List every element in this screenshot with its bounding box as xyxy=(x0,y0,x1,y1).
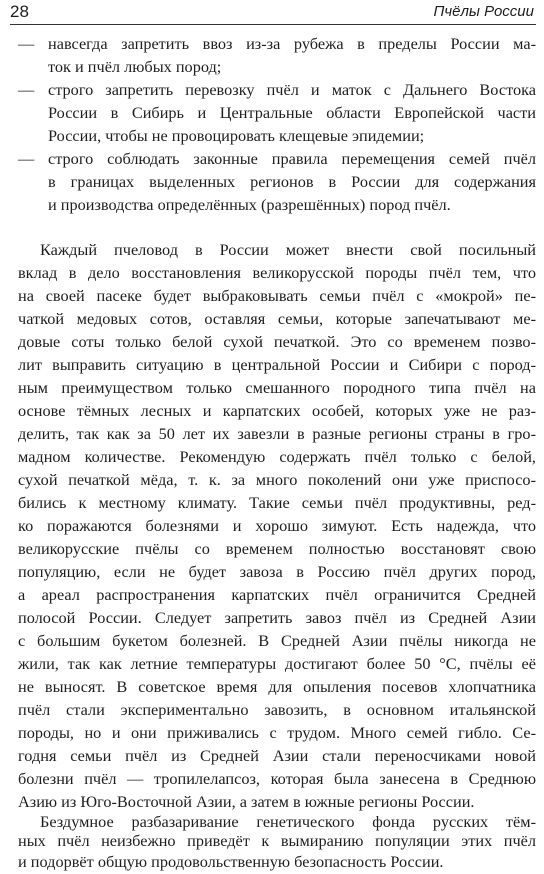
paragraph-line: лит выправить ситуацию в центральной России и Сибири с пород- xyxy=(18,355,536,374)
paragraph-line: пчёл стали экспериментально завозить, в основном итальянской xyxy=(18,700,536,719)
list-dash: — xyxy=(18,80,35,99)
paragraph-line: годня семьи пчёл из Средней Азии стали переносчиками новой xyxy=(18,746,536,765)
paragraph-line: бились к местному климату. Такие семьи пчёл продуктивны, ред- xyxy=(18,493,536,512)
paragraph-line: породы, но и они приживались с трудом. Много семей гибло. Се- xyxy=(18,723,536,742)
paragraph-line: ко поражаются болезнями и хорошо зимуют. Есть надежда, что xyxy=(18,516,536,535)
list-item-line: России в Сибирь и Центральные области Европейской части xyxy=(48,103,536,122)
paragraph-line: великорусские пчёлы со временем полностью восстановят свою xyxy=(18,539,536,558)
running-title: Пчёлы России xyxy=(433,3,534,20)
paragraph-line: жили, так как летние температуры достигают более 50 °С, пчёлы её xyxy=(18,654,536,673)
paragraph-line: делить, так как за 50 лет их завезли в разные регионы страны в гро- xyxy=(18,424,536,443)
paragraph-line: чаткой медовых сотов, оставляя семьи, которые запечатывают ме- xyxy=(18,309,536,328)
paragraph-line: Азию из Юго-Восточной Азии, а затем в южные регионы России. xyxy=(18,792,475,811)
paragraph-line: популяцию, если не будет завоза в Россию пчёл других пород, xyxy=(18,562,536,581)
list-item-line: строго запретить перевозку пчёл и маток с Дальнего Востока xyxy=(48,80,536,99)
paragraph-line: на своей пасеке будет выбраковывать семьи пчёл с «мокрой» пе- xyxy=(18,286,536,305)
paragraph-line: Бездумное разбазаривание генетического фонда русских тём- xyxy=(40,812,536,831)
paragraph-line: и подорвёт общую продовольственную безопасность России. xyxy=(18,852,444,871)
page-number: 28 xyxy=(10,2,29,21)
list-dash: — xyxy=(18,149,35,168)
paragraph-line: довые соты только белой сухой печаткой. Это со временем позво- xyxy=(18,332,536,351)
paragraph-line: с большим букетом болезней. В Средней Азии пчёлы никогда не xyxy=(18,631,536,650)
paragraph-line: ных пчёл неизбежно приведёт к вымиранию популяции этих пчёл xyxy=(18,831,536,850)
paragraph-line: сухой печаткой мёда, т. к. за много поколений они уже приспосо- xyxy=(18,470,536,489)
paragraph-line: вклад в дело восстановления великорусской породы пчёл тем, что xyxy=(18,263,536,282)
paragraph-line: ным преимуществом только смешанного породного типа пчёл на xyxy=(18,378,536,397)
running-header xyxy=(10,2,536,26)
paragraph-line: основе тёмных лесных и карпатских особей, которых уже не раз- xyxy=(18,401,536,420)
list-item-line: в границах выделенных регионов в России для содержания xyxy=(48,172,536,191)
list-item-line: и производства определённых (разрешённых) пород пчёл. xyxy=(48,195,451,214)
list-dash: — xyxy=(18,34,35,53)
paragraph-line: а ареал распространения карпатских пчёл ограничится Средней xyxy=(18,585,536,604)
paragraph-line: Каждый пчеловод в России может внести свой посильный xyxy=(40,240,536,259)
list-item-line: строго соблюдать законные правила перемещения семей пчёл xyxy=(48,149,536,168)
paragraph-line: полосой России. Следует запретить завоз пчёл из Средней Азии xyxy=(18,608,536,627)
paragraph-line: мадном количестве. Рекомендую содержать пчёл только с белой, xyxy=(18,447,536,466)
list-item-line: ток и пчёл любых пород; xyxy=(48,57,222,76)
paragraph-line: не выносят. В советское время для опыления посевов хлопчатника xyxy=(18,677,536,696)
list-item-line: навсегда запретить ввоз из-за рубежа в пределы России ма- xyxy=(48,34,536,53)
header-rule xyxy=(10,24,536,25)
list-item-line: России, чтобы не провоцировать клещевые эпидемии; xyxy=(48,126,425,145)
paragraph-line: болезни пчёл — тропилелапсоз, которая была занесена в Среднюю xyxy=(18,769,536,788)
